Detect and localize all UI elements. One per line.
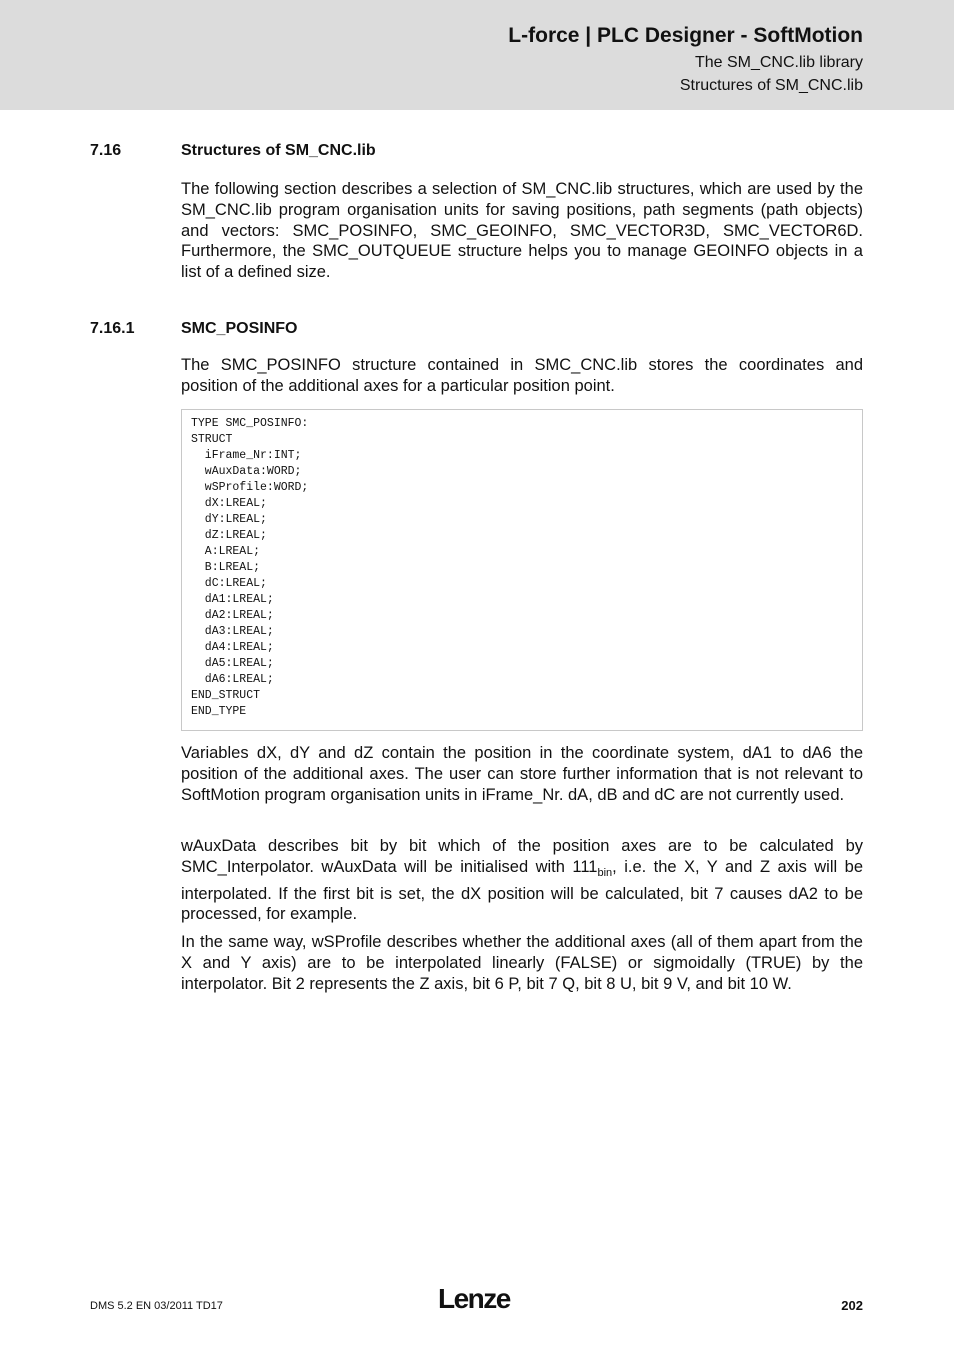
code-line: iFrame_Nr:INT; — [191, 449, 302, 462]
wauxdata-paragraph — [181, 836, 863, 925]
code-line: dY:LREAL; — [191, 513, 267, 526]
code-block — [181, 409, 863, 731]
wauxdata-text-end: , i.e. the X, Y and Z axis will be interpolated. If the first bit is set, the dX position will be calculated, bit 7 causes dA2 to be processed, for example. — [181, 857, 863, 924]
code-line: dC:LREAL; — [191, 577, 267, 590]
code-line: dA4:LREAL; — [191, 641, 274, 654]
code-line: END_STRUCT — [191, 689, 261, 702]
code-line: dA5:LREAL; — [191, 657, 274, 670]
code-line: A:LREAL; — [191, 545, 261, 558]
code-line: END_TYPE — [191, 705, 247, 718]
footer-document-id: DMS 5.2 EN 03/2011 TD17 — [90, 1300, 223, 1312]
code-line: dA3:LREAL; — [191, 625, 274, 638]
variables-paragraph: Variables dX, dY and dZ contain the position in the coordinate system, dA1 to dA6 the position of the additional axes. The user can store further information that is not relevant to SoftMotion program organisation units in iFrame_Nr. dA, dB and dC are not currently used. — [181, 744, 863, 804]
page-number: 202 — [841, 1298, 863, 1313]
binary-subscript: bin — [597, 866, 613, 879]
subsection-title: SMC_POSINFO — [181, 320, 298, 337]
code-line: wAuxData:WORD; — [191, 465, 302, 478]
code-line: B:LREAL; — [191, 561, 261, 574]
code-line: dA2:LREAL; — [191, 609, 274, 622]
header-subtitle-chapter: The SM_CNC.lib library — [694, 54, 863, 71]
section-number: 7.16 — [90, 142, 122, 159]
code-line: dZ:LREAL; — [191, 529, 267, 542]
code-line: dX:LREAL; — [191, 497, 267, 510]
code-line: wSProfile:WORD; — [191, 481, 309, 494]
wsprofile-paragraph: In the same way, wSProfile describes whether the additional axes (all of them apart from the X and Y axis) are to be interpolated linearly (FALSE) or sigmoidally (TRUE) by the interpolator. Bit 2 represents the Z axis, bit 6 P, bit 7 Q, bit 8 U, bit 9 V, and bit 10 W. — [181, 933, 863, 993]
section-title: Structures of SM_CNC.lib — [181, 142, 376, 159]
header-title: L-force | PLC Designer - SoftMotion — [508, 24, 863, 47]
subsection-intro-paragraph: The SMC_POSINFO structure contained in SMC_CNC.lib stores the coordinates and position of the additional axes for a particular position point. — [181, 356, 863, 395]
subsection-number: 7.16.1 — [90, 320, 135, 337]
header-subtitle-section: Structures of SM_CNC.lib — [679, 77, 863, 94]
wauxdata-text-start: wAuxData describes bit by bit which of the position axes are to be calculated by SMC_Interpolator. wAuxData will be initialised with 111 — [181, 837, 863, 876]
lenze-logo: Lenze — [438, 1283, 510, 1314]
page-header — [0, 0, 954, 110]
code-line: dA1:LREAL; — [191, 593, 274, 606]
code-line: STRUCT — [191, 433, 233, 446]
section-intro-paragraph: The following section describes a selection of SM_CNC.lib structures, which are used by the SM_CNC.lib program organisation units for saving positions, path segments (path objects) and vectors: SMC_POSINFO, SMC_GEOINFO, SMC_VECTOR3D, SMC_VECTOR6D. Furthermore, the SMC_OUTQUEUE structure helps you to manage GEOINFO objects in a list of a defined size. — [181, 180, 863, 282]
code-line: TYPE SMC_POSINFO: — [191, 417, 309, 430]
code-line: dA6:LREAL; — [191, 673, 274, 686]
